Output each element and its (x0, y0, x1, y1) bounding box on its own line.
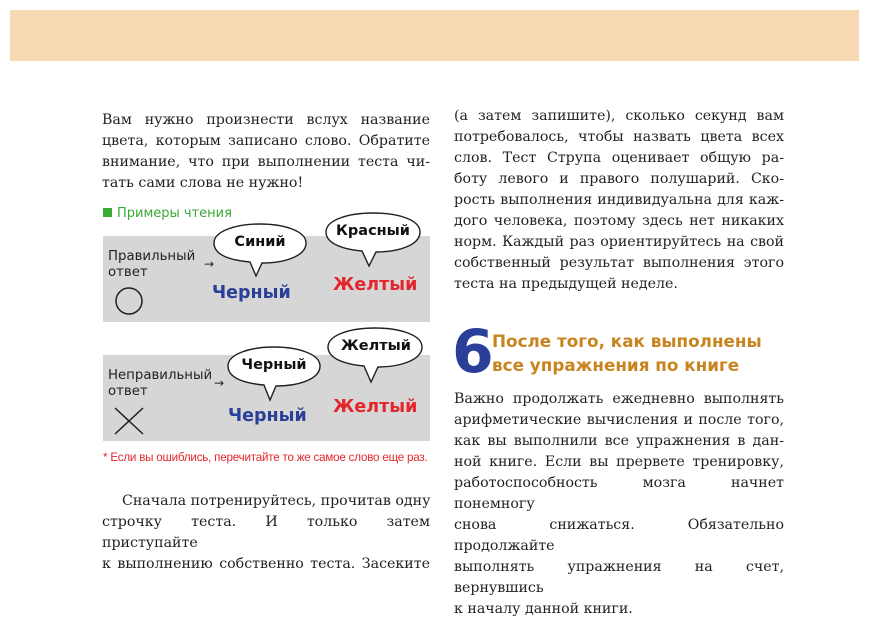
text-line: строчку теста. И только затем приступайте (102, 514, 430, 551)
text-line: ной книге. Если вы прервете тренировку, (454, 454, 784, 470)
correct-label-line: ответ (108, 265, 148, 280)
cross-icon (115, 408, 143, 434)
text-line: собственный результат выполнения этого (454, 255, 784, 271)
text-line: тать сами слова не нужно! (102, 175, 304, 191)
text-line: рость выполнения индивидуальна для каж- (454, 192, 784, 208)
text-line: работоспособность мозга начнет понемногу (454, 475, 784, 512)
ink-word-red: Желтый (333, 275, 418, 295)
speech-bubble (328, 328, 422, 382)
ink-word-blue: Черный (228, 406, 307, 426)
arrow-right-icon: → (214, 376, 225, 390)
right-column-paragraph (454, 106, 784, 295)
section-heading-line: После того, как выполнены (492, 331, 762, 351)
bubble-text: Красный (336, 223, 410, 239)
text-line: Вам нужно произнести вслух название (102, 112, 430, 128)
text-line: теста на предыдущей неделе. (454, 276, 678, 292)
text-line: слов. Тест Струпа оценивает общую ра- (454, 150, 784, 166)
text-line: (а затем запишите), сколько секунд вам (454, 108, 784, 124)
wrong-label-line: ответ (108, 384, 148, 399)
text-line: потребовалось, чтобы назвать цвета всех (454, 129, 784, 145)
bubble-text: Черный (241, 357, 307, 373)
text-line: к началу данной книги. (454, 601, 633, 617)
text-line: выполнять упражнения на счет, вернувшись (454, 559, 784, 596)
text-line: норм. Каждый раз ориентируйтесь на свой (454, 234, 784, 250)
text-line: Важно продолжать ежедневно выполнять (454, 391, 784, 407)
correct-label-line: Правильный (108, 249, 196, 264)
text-line: арифметические вычисления и после того, (454, 412, 784, 428)
bubble-text: Желтый (341, 338, 411, 354)
text-line: боту левого и правого полушарий. Ско- (454, 171, 784, 187)
text-line: цвета, которым записано слово. Обратите (102, 133, 430, 149)
text-line: дого человека, поэтому здесь нет никаких (454, 213, 784, 229)
section-paragraph (454, 389, 784, 620)
speech-bubble (214, 224, 306, 276)
circle-icon (116, 288, 142, 314)
practice-paragraph (102, 491, 430, 575)
text-line: как вы выполнили все упражнения в дан- (454, 433, 784, 449)
examples-title-text: Примеры чтения (117, 206, 232, 221)
bubble-text: Синий (234, 234, 286, 250)
section-heading (492, 329, 762, 377)
text-line: внимание, что при выполнении теста чи- (102, 154, 430, 170)
speech-bubble (326, 213, 420, 266)
text-line: к выполнению собственно теста. Засеките (102, 556, 430, 572)
text-line: снова снижаться. Обязательно продолжайте (454, 517, 784, 554)
text-line: Сначала потренируйтесь, прочитав одну (122, 493, 431, 509)
speech-bubble (228, 347, 320, 400)
wrong-label-line: Неправильный (108, 368, 213, 383)
section-heading-line: все упражнения по книге (492, 355, 740, 375)
arrow-right-icon: → (204, 257, 215, 271)
ink-word-red: Желтый (333, 397, 418, 417)
error-note: * Если вы ошиблись, перечитайте то же самое слово еще раз. (103, 451, 428, 464)
ink-word-blue: Черный (212, 283, 291, 303)
section-number: 6 (452, 317, 494, 387)
